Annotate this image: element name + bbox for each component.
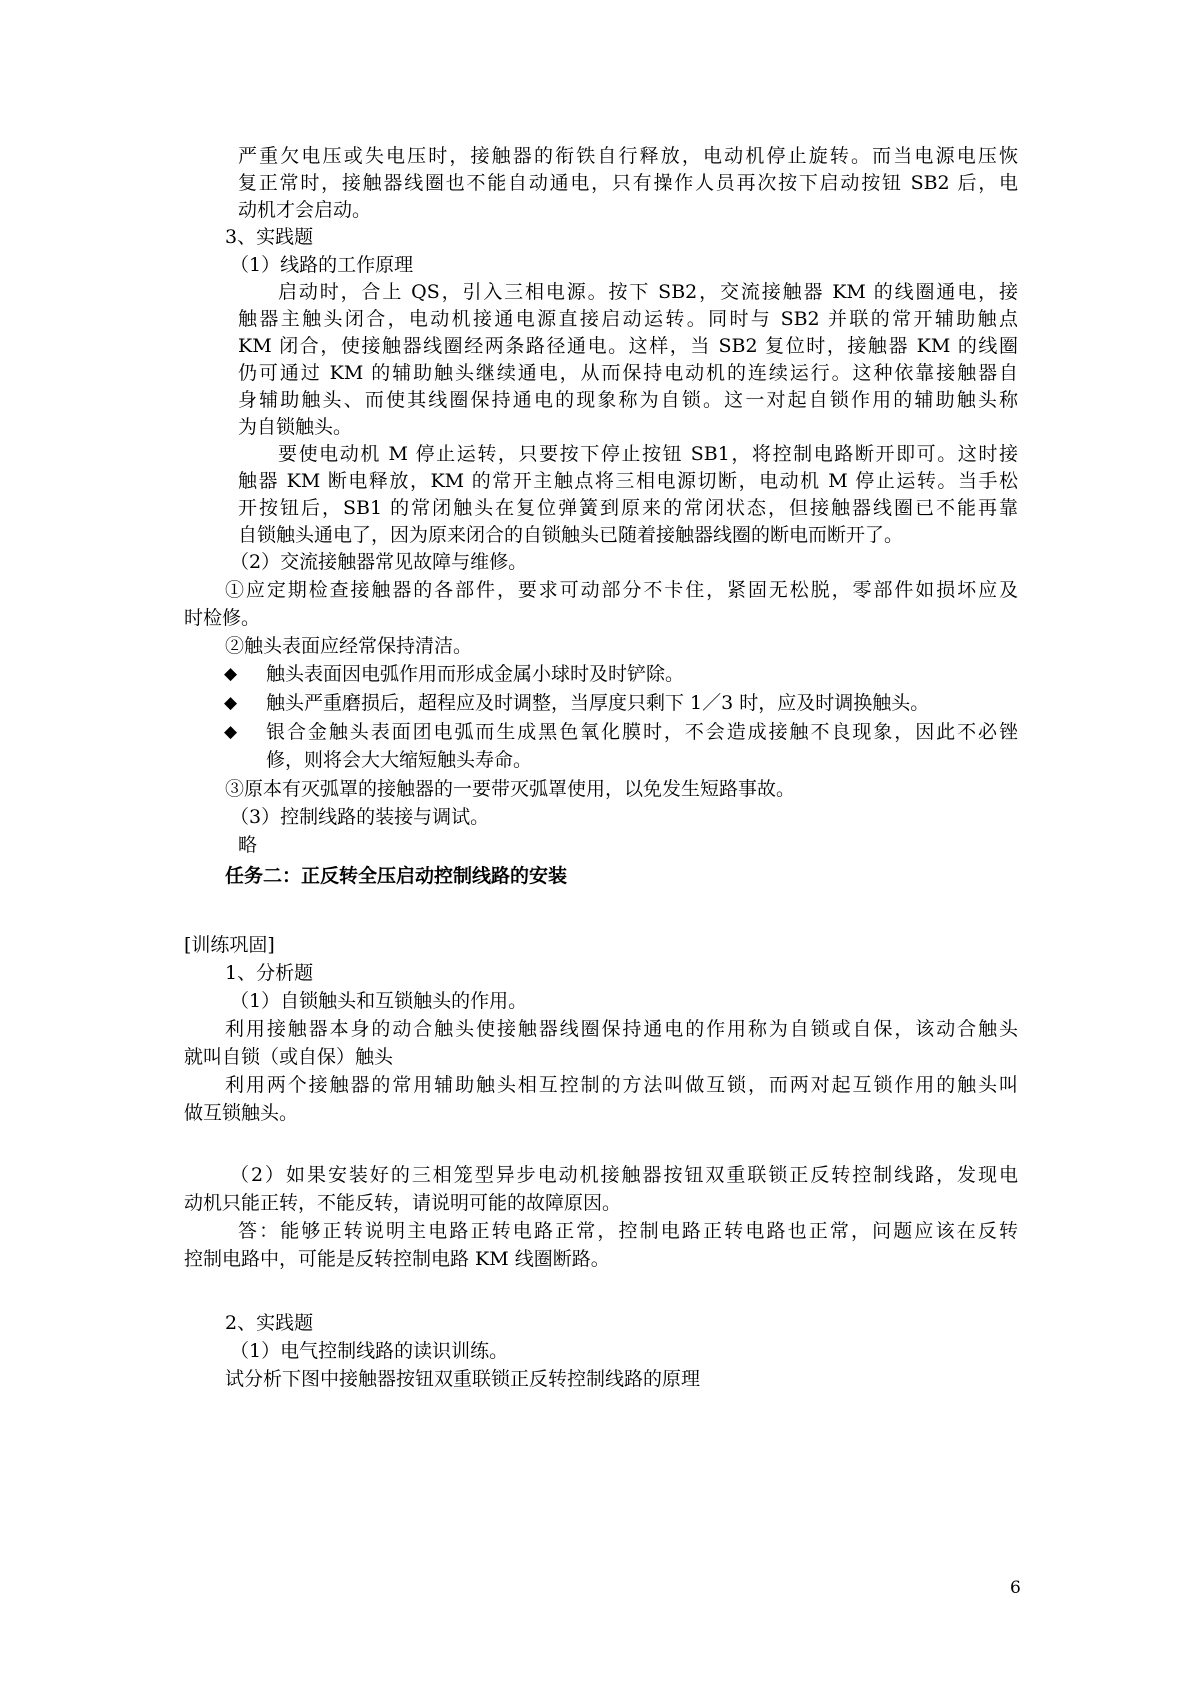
sub-heading: （3）控制线路的装接与调试。 [230,806,490,828]
text-line: 利用接触器本身的动合触头使接触器线圈保持通电的作用称为自锁或自保，该动合触头 [225,1018,1018,1040]
section-heading: 3、实践题 [225,226,314,248]
text-line: 自锁触头通电了，因为原来闭合的自锁触头已随着接触器线圈的断电而断开了。 [238,524,904,546]
page-number: 6 [1010,1578,1021,1598]
text-line: 要使电动机 M 停止运转，只要按下停止按钮 SB1，将控制电路断开即可。这时接 [278,443,1018,465]
text-line: ③原本有灭弧罩的接触器的一要带灭弧罩使用，以免发生短路事故。 [225,778,796,800]
text-line: 做互锁触头。 [184,1102,299,1124]
text-line: ①应定期检查接触器的各部件，要求可动部分不卡住，紧固无松脱，零部件如损坏应及 [225,579,1018,601]
section-heading: 2、实践题 [225,1312,314,1334]
sub-heading: （1）自锁触头和互锁触头的作用。 [230,990,528,1012]
bullet-item: 触头严重磨损后，超程应及时调整，当厚度只剩下 1／3 时，应及时调换触头。 [266,692,930,714]
task-title: 任务二：正反转全压启动控制线路的安装 [225,865,568,887]
text-line: 时检修。 [184,607,261,629]
sub-heading: （2）交流接触器常见故障与维修。 [230,551,528,573]
text-line: 动机才会启动。 [238,199,372,221]
text-line: 略 [238,834,258,856]
text-line: 控制电路中，可能是反转控制电路 KM 线圈断路。 [184,1248,610,1270]
text-line: 就叫自锁（或自保）触头 [184,1046,394,1068]
bullet-item: 银合金触头表面团电弧而生成黑色氧化膜时，不会造成接触不良现象，因此不必锉 [266,721,1018,743]
sub-heading: （1）电气控制线路的读识训练。 [230,1340,509,1362]
text-line: 启动时，合上 QS，引入三相电源。按下 SB2，交流接触器 KM 的线圈通电，接 [278,281,1018,303]
bullet-diamond-icon: ◆ [224,722,238,742]
bullet-item: 触头表面因电弧作用而形成金属小球时及时铲除。 [266,663,685,685]
text-line: ②触头表面应经常保持清洁。 [225,635,473,657]
text-line: 严重欠电压或失电压时，接触器的衔铁自行释放，电动机停止旋转。而当电源电压恢 [238,145,1018,167]
text-line: 身辅助触头、而使其线圈保持通电的现象称为自锁。这一对起自锁作用的辅助触头称 [238,389,1018,411]
text-line: 仍可通过 KM 的辅助触头继续通电，从而保持电动机的连续运行。这种依靠接触器自 [238,362,1018,384]
bullet-diamond-icon: ◆ [224,664,238,684]
bullet-item-continued: 修，则将会大大缩短触头寿命。 [266,749,533,771]
text-line: 触器 KM 断电释放，KM 的常开主触点将三相电源切断，电动机 M 停止运转。当手松 [238,470,1018,492]
text-line: 试分析下图中接触器按钮双重联锁正反转控制线路的原理 [225,1368,701,1390]
bullet-diamond-icon: ◆ [224,693,238,713]
text-line: 利用两个接触器的常用辅助触头相互控制的方法叫做互锁，而两对起互锁作用的触头叫 [225,1074,1018,1096]
text-line: 为自锁触头。 [238,416,353,438]
text-line: 答：能够正转说明主电路正转电路正常，控制电路正转电路也正常，问题应该在反转 [238,1220,1018,1242]
section-heading: [训练巩固] [184,934,275,956]
text-line: 动机只能正转，不能反转，请说明可能的故障原因。 [184,1192,622,1214]
text-line: KM 闭合，使接触器线圈经两条路径通电。这样，当 SB2 复位时，接触器 KM 的线圈 [238,335,1018,357]
text-line: （2）如果安装好的三相笼型异步电动机接触器按钮双重联锁正反转控制线路，发现电 [230,1164,1018,1186]
text-line: 开按钮后，SB1 的常闭触头在复位弹簧到原来的常闭状态，但接触器线圈已不能再靠 [238,497,1018,519]
text-line: 触器主触头闭合，电动机接通电源直接启动运转。同时与 SB2 并联的常开辅助触点 [238,308,1018,330]
sub-heading: （1）线路的工作原理 [230,254,414,276]
section-heading: 1、分析题 [225,962,314,984]
text-line: 复正常时，接触器线圈也不能自动通电，只有操作人员再次按下启动按钮 SB2 后，电 [238,172,1018,194]
